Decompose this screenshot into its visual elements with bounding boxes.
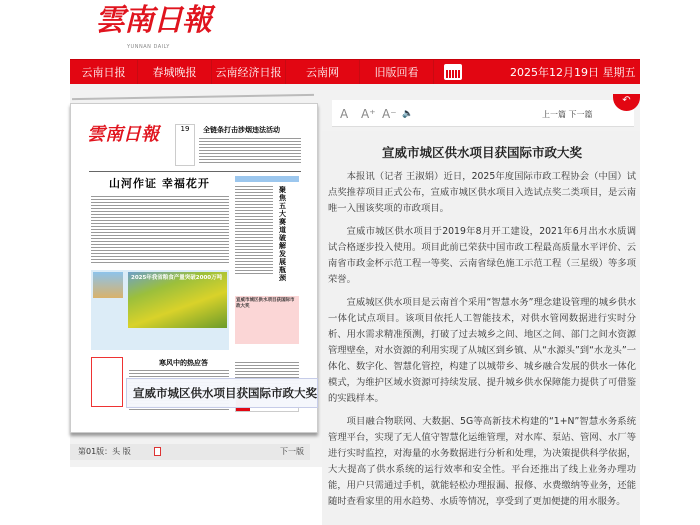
thumb-banner [235,176,299,182]
logo-subtitle: YUNNAN DAILY [127,44,170,50]
font-normal-button[interactable]: A [340,107,349,121]
font-increase-button[interactable]: A⁺ [361,107,376,121]
pdf-icon[interactable] [154,447,161,456]
top-nav [70,59,640,84]
article-paragraph: 宣威城区供水项目是云南首个采用“智慧水务”理念建设管理的城乡供水一体化试点项目。该项目依托人工智能技术，对供水管网数据进行实时分析、用水需求精准预测，打破了过去城乡之间、地区之间、部门之间水资源管理壁垒，对水资源的利用实现了从城区到乡镇、从“水源头”到“水龙头”一体化、数字化、智慧化管控，构建了以城带乡、城乡融合发展的供水一体化模式，为维护区域水资源可持续发展、提升城乡供水保障能力提供了可借鉴的实践样本。 [328,297,636,404]
next-page-link[interactable]: 下一版 [280,447,304,456]
article-paragraph: 项目融合物联网、大数据、5G等高新技术构建的“1+N”智慧水务系统管理平台，实现了无人值守智慧化运维管理，对水库、泵站、管网、水厂等进行实时监控，对海量的水务数据进行分析和处理，为决策提供科学依据，大大提高了供水系统的运行效率和安全性。平台还推出了线上业务办理功能，用户只需通过手机，就能轻松办理报漏、报修、水费缴纳等业务，还能随时查看家里的用水趋势、水质等情况，享受到了更加便捷的用水服务。 [328,416,636,507]
back-button[interactable] [613,94,640,111]
thumb-headline-4[interactable]: 2025年我省粮食产量突破2000万吨 [131,275,223,281]
thumb-headline-2[interactable]: 全链条打击涉烟违法活动 [203,126,280,134]
prev-next-article[interactable]: 上一篇 下一篇 [542,110,593,119]
audio-icon[interactable]: 🔈 [402,109,414,119]
logo-text: 雲南日報 [95,3,211,38]
nav-yunnan-daily[interactable]: 云南日报 [70,60,138,85]
thumb-text [91,196,229,264]
nav-yunnan-economic-daily[interactable]: 云南经济日报 [212,60,286,85]
page-nav-bar [70,444,310,460]
thumb-text [199,138,301,164]
current-page-label: 第01版：头 版 [78,447,131,456]
article-paragraph: 本报讯（记者 王淑娟）近日，2025年度国际市政工程协会（中国）试点奖推荐项目正式公布，宣威市城区供水项目入选试点奖二类项目，是云南唯一入围该奖项的市政项目。 [328,171,636,214]
yunnan-daily-logo[interactable] [95,2,225,56]
thumb-headline-3[interactable]: 聚焦五大赛道 破解发展瓶颈 [279,186,286,282]
article-toolbar [332,95,634,127]
thumb-photo-section [91,270,229,350]
article-paragraph: 宣威市城区供水项目于2019年8月开工建设，2021年6月出水水质调试合格逐步投入使用。项目此前已荣获中国市政工程最高质量水平评价、云南省市政金杯示范工程一等奖、云南省绿色施工示范工程（三星级）等多项荣誉。 [328,226,636,285]
nav-yunnan-net[interactable]: 云南网 [286,60,360,85]
nav-old-version[interactable]: 旧版回看 [360,60,434,85]
calendar-icon[interactable] [444,64,462,80]
hover-tooltip: 宣威市城区供水项目获国际市政大奖 [126,378,318,408]
thumb-box [91,357,123,407]
font-decrease-button[interactable]: A⁻ [382,107,397,121]
back-arrow-icon: ↶ [622,95,631,106]
article-title: 宣威市城区供水项目获国际市政大奖 [381,145,582,160]
thumb-text [235,186,273,276]
thumb-issue: 19 [175,124,195,166]
article-body [322,131,640,525]
thumb-logo: 雲南日報 [87,124,159,145]
thumb-headline-5[interactable]: 寒风中的热应答 [159,359,208,367]
thumb-highlighted-article[interactable] [235,296,299,344]
current-date: 2025年12月19日 星期五 [510,66,636,79]
thumb-headline-6: 宣威市城区供水项目获国际市政大奖 [236,298,295,309]
thumb-divider [89,171,301,172]
nav-chuncheng-evening[interactable]: 春城晚报 [138,60,212,85]
thumb-headline-1[interactable]: 山河作证 幸福花开 [109,177,210,190]
